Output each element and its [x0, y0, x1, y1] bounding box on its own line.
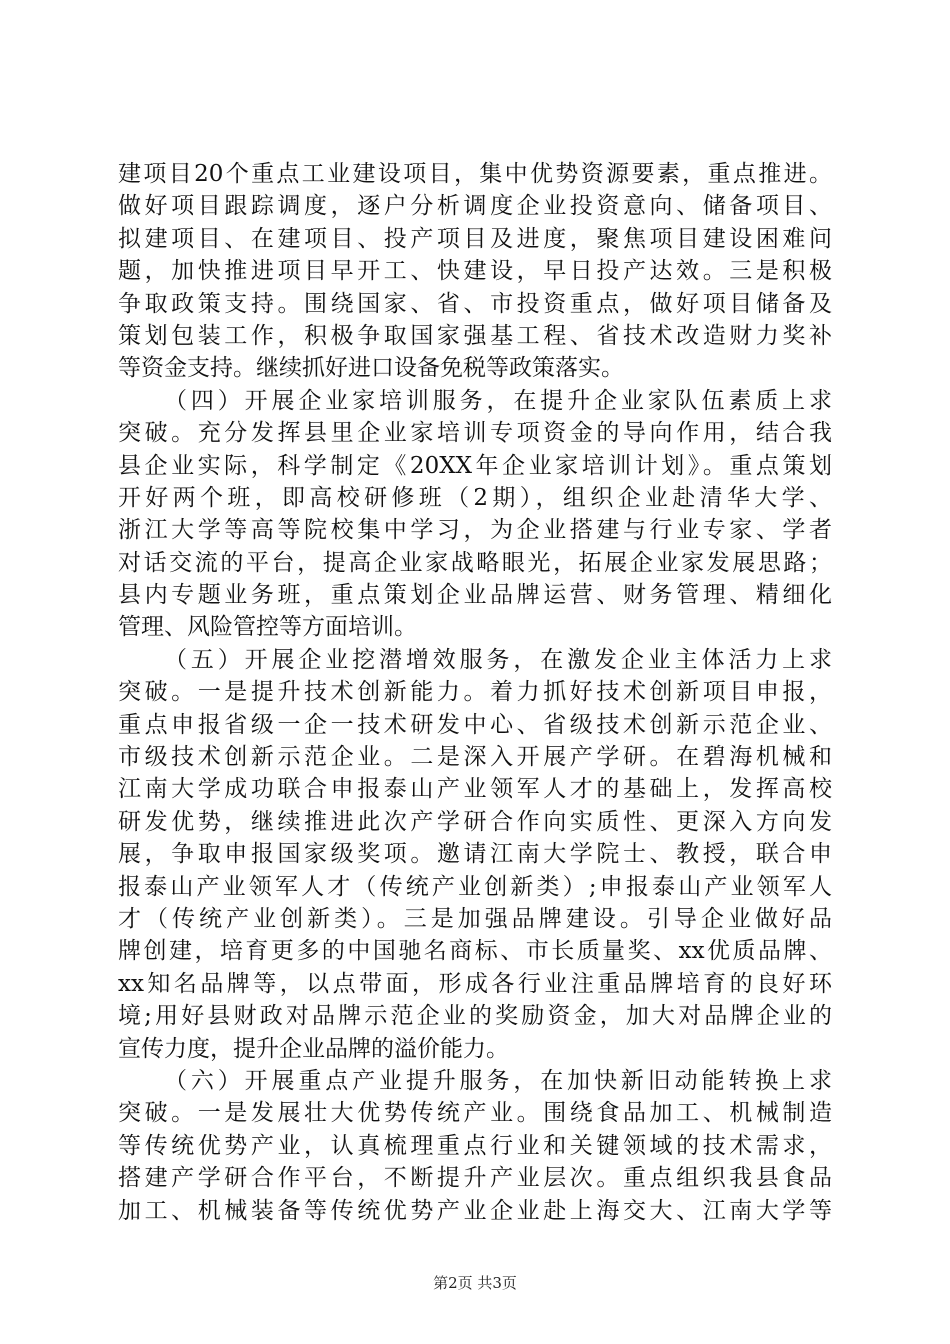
- text-line: （六）开展重点产业提升服务，在加快新旧动能转换上求: [164, 1067, 832, 1094]
- text-line: （五）开展企业挖潜增效服务，在激发企业主体活力上求: [164, 646, 832, 673]
- text-line: 做好项目跟踪调度，逐户分析调度企业投资意向、储备项目、: [118, 193, 832, 220]
- text-line: 等传统优势产业，认真梳理重点行业和关键领域的技术需求，: [118, 1132, 832, 1159]
- text-line: 研发优势，继续推进此次产学研合作向实质性、更深入方向发: [118, 808, 832, 835]
- text-line: 县内专题业务班，重点策划企业品牌运营、财务管理、精细化: [118, 582, 832, 609]
- text-line: 浙江大学等高等院校集中学习，为企业搭建与行业专家、学者: [118, 517, 832, 544]
- text-line: 突破。一是发展壮大优势传统产业。围绕食品加工、机械制造: [118, 1100, 832, 1127]
- text-line: 江南大学成功联合申报泰山产业领军人才的基础上，发挥高校: [118, 776, 832, 803]
- document-body: [118, 158, 832, 1227]
- text-line: 展，争取申报国家级奖项。邀请江南大学院士、教授，联合申: [118, 841, 832, 868]
- text-line: 才（传统产业创新类）。三是加强品牌建设。引导企业做好品: [118, 905, 832, 932]
- text-line: 拟建项目、在建项目、投产项目及进度，聚焦项目建设困难问: [118, 225, 832, 252]
- text-line: 加工、机械装备等传统优势产业企业赴上海交大、江南大学等: [118, 1197, 832, 1224]
- text-line: 报泰山产业领军人才（传统产业创新类）;申报泰山产业领军人: [118, 873, 832, 900]
- text-line: 重点申报省级一企一技术研发中心、省级技术创新示范企业、: [118, 711, 832, 738]
- text-line: 策划包装工作，积极争取国家强基工程、省技术改造财力奖补: [118, 322, 832, 349]
- text-line: （四）开展企业家培训服务，在提升企业家队伍素质上求: [164, 387, 832, 414]
- text-line: 题，加快推进项目早开工、快建设，早日投产达效。三是积极: [118, 258, 832, 285]
- text-line: xx知名品牌等，以点带面，形成各行业注重品牌培育的良好环: [118, 970, 832, 997]
- text-line: 突破。一是提升技术创新能力。着力抓好技术创新项目申报，: [118, 679, 832, 706]
- text-line: 建项目20个重点工业建设项目，集中优势资源要素，重点推进。: [118, 161, 832, 187]
- text-line: 境;用好县财政对品牌示范企业的奖励资金，加大对品牌企业的: [118, 1003, 832, 1030]
- page-number-label: 第2页 共3页: [433, 1274, 517, 1292]
- text-line: 管理、风险管控等方面培训。: [118, 614, 417, 641]
- text-line: 突破。充分发挥县里企业家培训专项资金的导向作用，结合我: [118, 420, 832, 447]
- text-line: 宣传力度，提升企业品牌的溢价能力。: [118, 1035, 509, 1062]
- text-line: 牌创建，培育更多的中国驰名商标、市长质量奖、xx优质品牌、: [118, 938, 832, 965]
- text-line: 县企业实际，科学制定《20XX年企业家培训计划》。重点策划: [118, 452, 832, 479]
- page-footer: [0, 1272, 950, 1293]
- text-line: 搭建产学研合作平台，不断提升产业层次。重点组织我县食品: [118, 1165, 832, 1192]
- text-line: 对话交流的平台，提高企业家战略眼光，拓展企业家发展思路；: [118, 549, 832, 576]
- text-line: 争取政策支持。围绕国家、省、市投资重点，做好项目储备及: [118, 290, 832, 317]
- text-line: 市级技术创新示范企业。二是深入开展产学研。在碧海机械和: [118, 744, 832, 771]
- text-line: 等资金支持。继续抓好进口设备免税等政策落实。: [118, 355, 624, 382]
- text-line: 开好两个班，即高校研修班（2期），组织企业赴清华大学、: [118, 484, 832, 511]
